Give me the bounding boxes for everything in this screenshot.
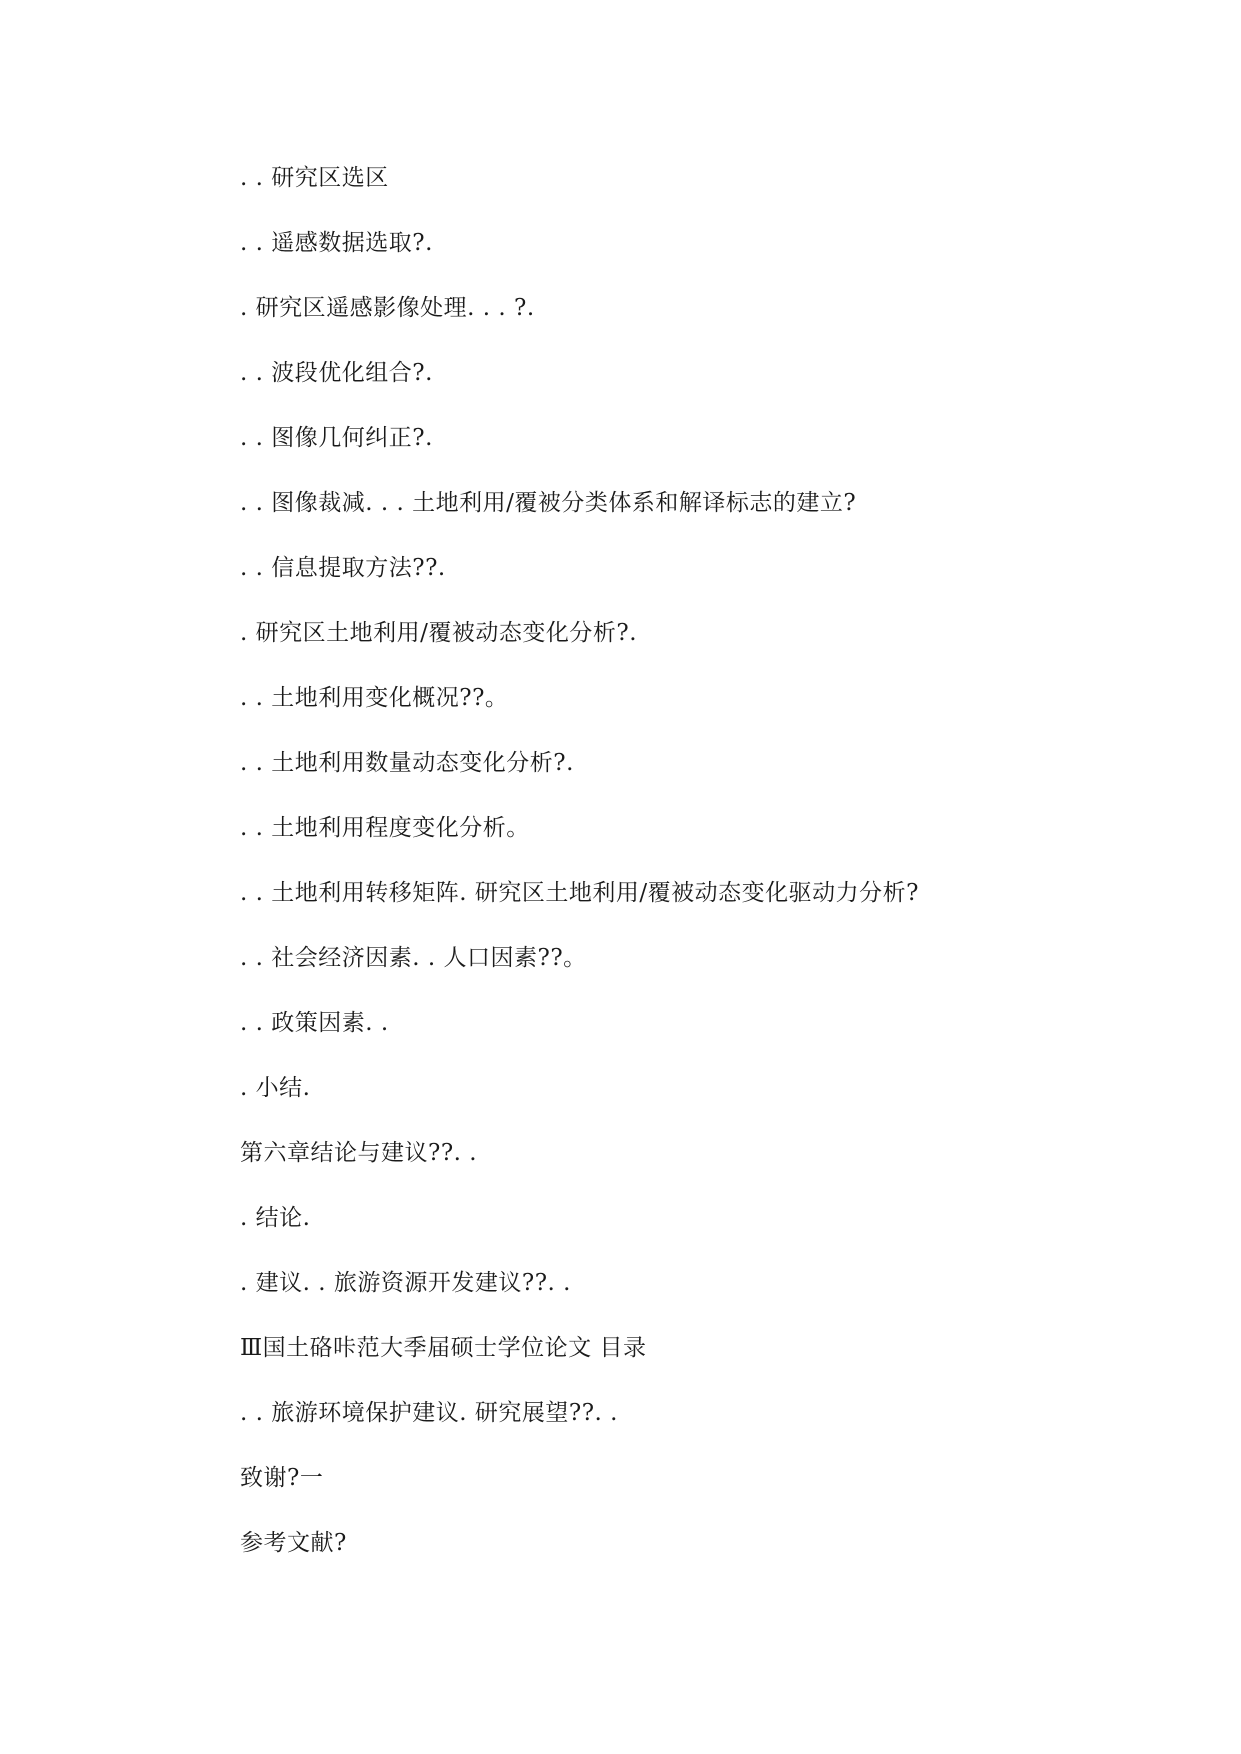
toc-entry: . 研究区遥感影像处理. . . ?. xyxy=(240,295,535,321)
toc-entry: . . 研究区选区 xyxy=(240,165,389,191)
toc-entry: . . 土地利用转移矩阵. 研究区土地利用/覆被动态变化驱动力分析? xyxy=(240,880,919,906)
toc-acknowledgements-entry: 致谢?一 xyxy=(240,1465,324,1491)
toc-entry: . . 土地利用变化概况??。 xyxy=(240,685,509,711)
toc-entry: . . 信息提取方法??. xyxy=(240,555,446,581)
toc-references-entry: 参考文献? xyxy=(240,1530,347,1556)
toc-entry: . . 图像裁减. . . 土地利用/覆被分类体系和解译标志的建立? xyxy=(240,490,857,516)
toc-entry: . . 土地利用数量动态变化分析?. xyxy=(240,750,574,776)
running-header: Ⅲ国土硌咔范大季届硕士学位论文 目录 xyxy=(240,1335,647,1361)
toc-entry: . . 社会经济因素. . 人口因素??。 xyxy=(240,945,587,971)
toc-entry: . . 图像几何纠正?. xyxy=(240,425,433,451)
toc-entry: . . 土地利用程度变化分析。 xyxy=(240,815,530,841)
toc-entry: . 研究区土地利用/覆被动态变化分析?. xyxy=(240,620,638,646)
toc-entry: . . 政策因素. . xyxy=(240,1010,389,1036)
toc-entry: . 小结. xyxy=(240,1075,311,1101)
toc-chapter-entry: 第六章结论与建议??. . xyxy=(240,1140,478,1166)
toc-entry: . . 旅游环境保护建议. 研究展望??. . xyxy=(240,1400,618,1426)
table-of-contents xyxy=(240,165,1140,1595)
toc-entry: . . 遥感数据选取?. xyxy=(240,230,433,256)
toc-entry: . 建议. . 旅游资源开发建议??. . xyxy=(240,1270,571,1296)
toc-entry: . 结论. xyxy=(240,1205,311,1231)
toc-entry: . . 波段优化组合?. xyxy=(240,360,433,386)
